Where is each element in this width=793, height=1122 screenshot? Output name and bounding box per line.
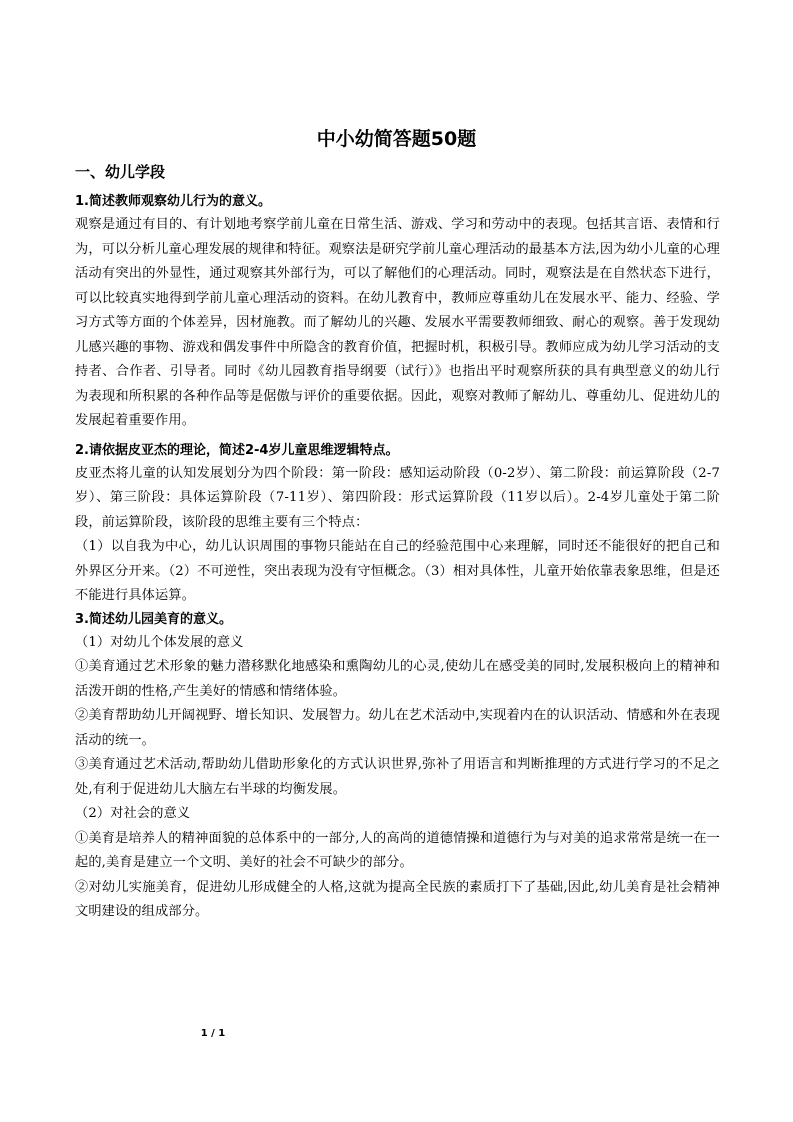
answer-paragraph: ②对幼儿实施美育，促进幼儿形成健全的人格,这就为提高全民族的素质打下了基础,因此,幼儿美育是社会精神文明建设的组成部分。 bbox=[75, 879, 720, 919]
question-3 bbox=[75, 609, 720, 925]
answer-paragraph: （1）以自我为中心，幼儿认识周围的事物只能站在自己的经验范围中心来理解，同时还不能很好的把自己和外界区分开来。（2）不可逆性，突出表现为没有守恒概念。（3）相对具体性，儿童开始依靠表象思维，但是还不能进行具体运算。 bbox=[75, 539, 720, 603]
answer-paragraph: ③美育通过艺术活动,帮助幼儿借助形象化的方式认识世界,弥补了用语言和判断推理的方式进行学习的不足之处,有利于促进幼儿大脑左右半球的均衡发展。 bbox=[75, 757, 720, 797]
page-number: 1 / 1 bbox=[200, 1028, 226, 1039]
answer-paragraph: （2）对社会的意义 bbox=[75, 806, 191, 821]
answer-paragraph: （1）对幼儿个体发展的意义 bbox=[75, 634, 244, 650]
section-heading: 一、幼儿学段 bbox=[75, 163, 166, 181]
answer-paragraph: ②美育帮助幼儿开阔视野、增长知识、发展智力。幼儿在艺术活动中,实现着内在的认识活动、情感和外在表现活动的统一。 bbox=[75, 708, 720, 748]
question-title: 2.请依据皮亚杰的理论，简述2-4岁儿童思维逻辑特点。 bbox=[75, 442, 399, 458]
question-2 bbox=[75, 440, 720, 609]
answer-paragraph: ①美育通过艺术形象的魅力潜移默化地感染和熏陶幼儿的心灵,使幼儿在感受美的同时,发展积极向上的精神和活泼开朗的性格,产生美好的情感和情绪体验。 bbox=[75, 659, 720, 699]
answer-paragraph: 观察是通过有目的、有计划地考察学前儿童在日常生活、游戏、学习和劳动中的表现。包括其言语、表情和行为，可以分析儿童心理发展的规律和特征。观察法是研究学前儿童心理活动的最基本方法,因为幼小儿童的心理活动有突出的外显性，通过观察其外部行为，可以了解他们的心理活动。同时，观察法是在自然状态下进行，可以比较真实地得到学前儿童心理活动的资料。在幼儿教育中，教师应尊重幼儿在发展水平、能力、经验、学习方式等方面的个体差异，因材施教。而了解幼儿的兴趣、发展水平需要教师细致、耐心的观察。善于发现幼儿感兴趣的事物、游戏和偶发事件中所隐含的教育价值，把握时机，积极引导。教师应成为幼儿学习活动的支持者、合作者、引导者。同时《幼儿园教育指导纲要（试行）》也指出平时观察所获的具有典型意义的幼儿行为表现和所积累的各种作品等是倨傲与评价的重要依据。因此，观察对教师了解幼儿、尊重幼儿、促进幼儿的发展起着重要作用。 bbox=[75, 217, 720, 428]
answer-paragraph: 皮亚杰将儿童的认知发展划分为四个阶段：第一阶段：感知运动阶段（0-2岁）、第二阶段：前运算阶段（2-7岁）、第三阶段：具体运算阶段（7-11岁）、第四阶段：形式运算阶段（11岁以后）。2-4岁儿童处于第二阶段，前运算阶段，该阶段的思维主要有三个特点： bbox=[75, 465, 720, 530]
question-title: 3.简述幼儿园美育的意义。 bbox=[75, 611, 232, 627]
question-1 bbox=[75, 191, 720, 434]
document-title: 中小幼简答题50题 bbox=[316, 128, 477, 150]
document-body bbox=[75, 160, 720, 925]
answer-paragraph: ①美育是培养人的精神面貌的总体系中的一部分,人的高尚的道德情操和道德行为与对美的追求常常是统一在一起的,美育是建立一个文明、美好的社会不可缺少的部分。 bbox=[75, 830, 720, 870]
question-title: 1.简述教师观察幼儿行为的意义。 bbox=[75, 194, 271, 209]
